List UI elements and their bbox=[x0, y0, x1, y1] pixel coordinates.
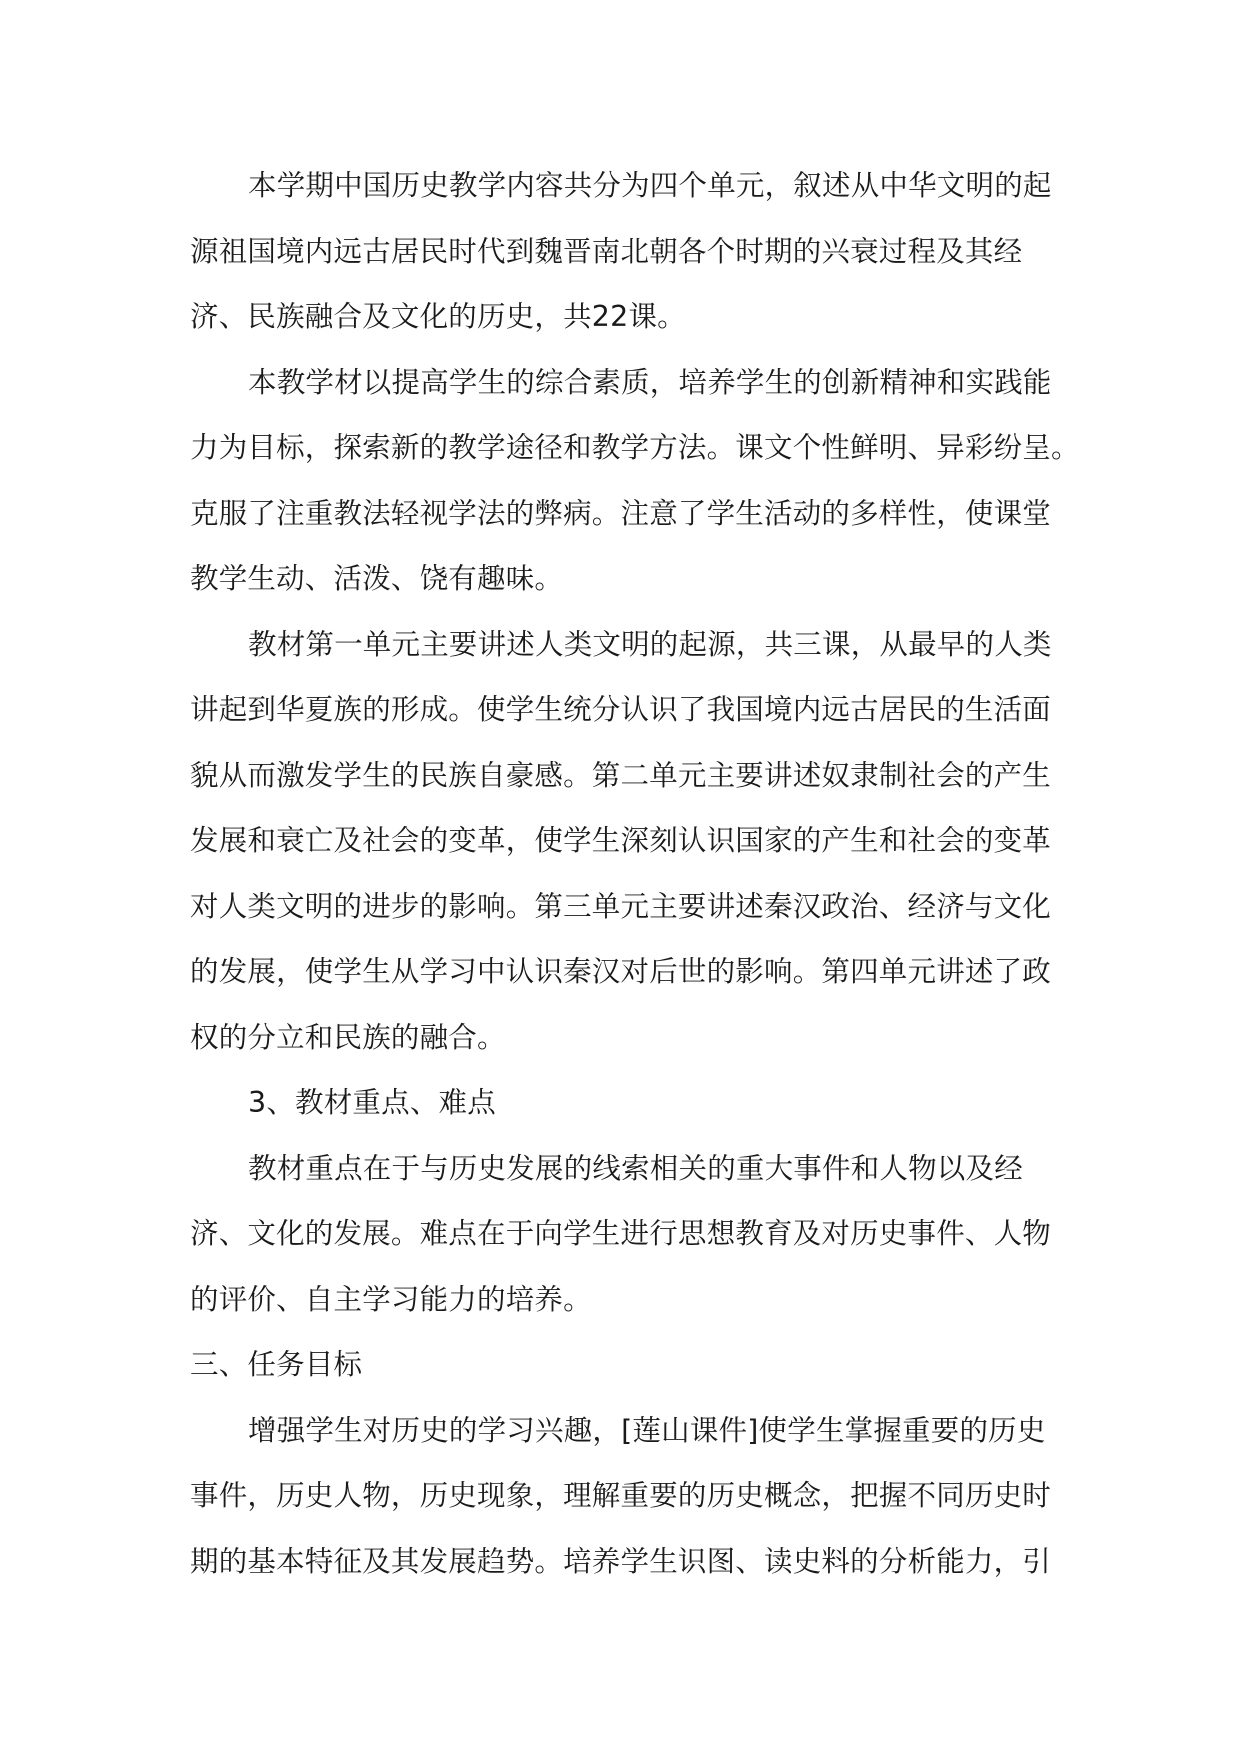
text-line: 事件，历史人物，历史现象，理解重要的历史概念，把握不同历史时 bbox=[190, 1479, 1052, 1512]
text-line: 发展和衰亡及社会的变革，使学生深刻认识国家的产生和社会的变革 bbox=[190, 824, 1052, 857]
paragraph-task-goals bbox=[190, 1398, 1110, 1595]
text-line: 期的基本特征及其发展趋势。培养学生识图、读史料的分析能力，引 bbox=[190, 1544, 1052, 1578]
text-line: 权的分立和民族的融合。 bbox=[190, 1020, 506, 1054]
document-page bbox=[190, 153, 1110, 1594]
text-line: 源祖国境内远古居民时代到魏晋南北朝各个时期的兴衰过程及其经 bbox=[190, 234, 1023, 268]
text-line: 讲起到华夏族的形成。使学生统分认识了我国境内远古居民的生活面 bbox=[190, 693, 1052, 726]
heading-key-points bbox=[190, 1070, 1110, 1136]
text-line: 貌从而激发学生的民族自豪感。第二单元主要讲述奴隶制社会的产生 bbox=[190, 758, 1052, 792]
text-line: 教学生动、活泼、饶有趣味。 bbox=[190, 562, 564, 595]
section-heading: 三、任务目标 bbox=[190, 1348, 363, 1381]
paragraph-unit-summary bbox=[190, 612, 1110, 1071]
paragraph-key-points bbox=[190, 1136, 1110, 1333]
text-line: 增强学生对历史的学习兴趣，[莲山课件]使学生掌握重要的历史 bbox=[248, 1413, 1046, 1447]
text-line: 济、民族融合及文化的历史，共22课。 bbox=[190, 300, 686, 333]
text-line: 克服了注重教法轻视学法的弊病。注意了学生活动的多样性，使课堂 bbox=[190, 496, 1052, 530]
text-line: 教材第一单元主要讲述人类文明的起源，共三课，从最早的人类 bbox=[248, 627, 1052, 661]
text-line: 济、文化的发展。难点在于向学生进行思想教育及对历史事件、人物 bbox=[190, 1217, 1052, 1250]
text-line: 教材重点在于与历史发展的线索相关的重大事件和人物以及经 bbox=[248, 1151, 1023, 1185]
section-heading: 3、教材重点、难点 bbox=[248, 1086, 496, 1119]
text-line: 本教学材以提高学生的综合素质，培养学生的创新精神和实践能 bbox=[248, 365, 1052, 399]
text-line: 的发展，使学生从学习中认识秦汉对后世的影响。第四单元讲述了政 bbox=[190, 955, 1052, 988]
text-line: 力为目标，探索新的教学途径和教学方法。课文个性鲜明、异彩纷呈。 bbox=[190, 431, 1080, 464]
text-line: 对人类文明的进步的影响。第三单元主要讲述秦汉政治、经济与文化 bbox=[190, 889, 1052, 923]
paragraph-textbook-goals bbox=[190, 350, 1110, 612]
paragraph-semester-overview bbox=[190, 153, 1110, 350]
heading-task-goals bbox=[190, 1332, 1110, 1398]
text-line: 本学期中国历史教学内容共分为四个单元，叙述从中华文明的起 bbox=[248, 169, 1052, 202]
text-line: 的评价、自主学习能力的培养。 bbox=[190, 1282, 592, 1316]
